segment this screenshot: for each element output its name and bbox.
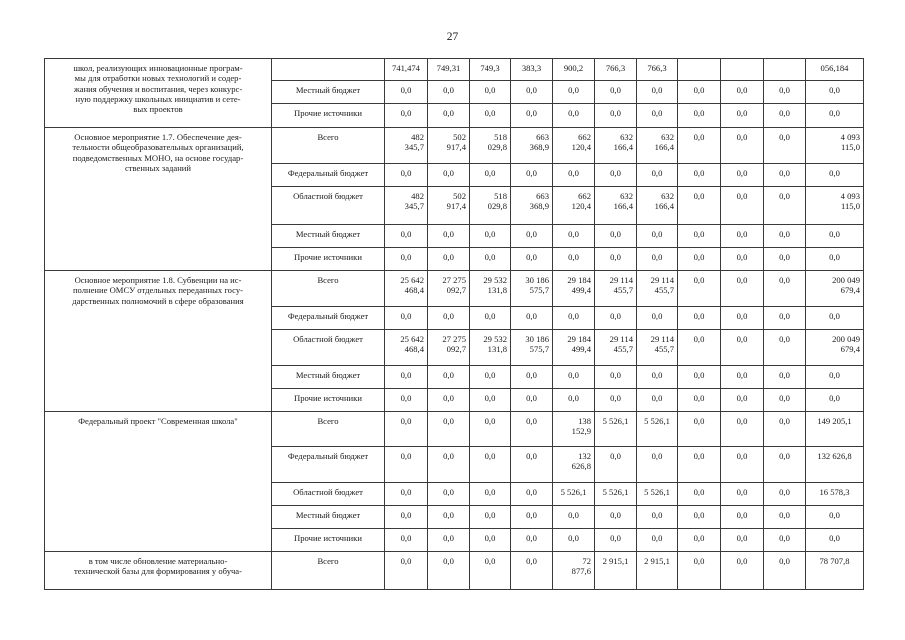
year-value-cell: 0,0 <box>385 81 428 104</box>
total-value-cell: 4 093 115,0 <box>806 128 864 164</box>
year-value-cell: 0,0 <box>553 529 595 552</box>
year-value-cell: 0,0 <box>470 307 511 330</box>
year-value-cell: 0,0 <box>721 412 764 447</box>
year-value-cell: 0,0 <box>553 225 595 248</box>
year-value-cell: 0,0 <box>428 506 470 529</box>
year-value-cell: 0,0 <box>470 412 511 447</box>
year-value-cell <box>764 59 806 81</box>
year-value-cell: 0,0 <box>637 307 678 330</box>
year-value-cell: 632 166,4 <box>595 128 637 164</box>
year-value-cell: 482 345,7 <box>385 187 428 225</box>
measure-description: в том числе обновление материально- технической базы для формирования у обуча- <box>45 552 272 590</box>
year-value-cell: 0,0 <box>428 552 470 590</box>
year-value-cell: 662 120,4 <box>553 187 595 225</box>
year-value-cell: 0,0 <box>721 529 764 552</box>
year-value-cell: 0,0 <box>721 366 764 389</box>
year-value-cell: 0,0 <box>553 248 595 271</box>
year-value-cell: 0,0 <box>764 164 806 187</box>
year-value-cell: 741,474 <box>385 59 428 81</box>
year-value-cell: 0,0 <box>595 81 637 104</box>
year-value-cell: 662 120,4 <box>553 128 595 164</box>
year-value-cell: 0,0 <box>511 529 553 552</box>
year-value-cell: 0,0 <box>595 447 637 483</box>
year-value-cell: 0,0 <box>678 412 721 447</box>
year-value-cell: 0,0 <box>553 366 595 389</box>
year-value-cell: 383,3 <box>511 59 553 81</box>
year-value-cell: 518 029,8 <box>470 128 511 164</box>
year-value-cell: 0,0 <box>385 104 428 128</box>
year-value-cell: 0,0 <box>721 506 764 529</box>
total-value-cell: 0,0 <box>806 366 864 389</box>
year-value-cell: 0,0 <box>385 164 428 187</box>
funding-source-cell: Областной бюджет <box>272 187 385 225</box>
year-value-cell: 0,0 <box>764 506 806 529</box>
year-value-cell: 900,2 <box>553 59 595 81</box>
year-value-cell: 0,0 <box>511 412 553 447</box>
year-value-cell: 0,0 <box>721 483 764 506</box>
year-value-cell: 0,0 <box>385 483 428 506</box>
year-value-cell: 0,0 <box>470 104 511 128</box>
year-value-cell: 0,0 <box>511 104 553 128</box>
year-value-cell: 0,0 <box>721 552 764 590</box>
year-value-cell: 0,0 <box>721 307 764 330</box>
year-value-cell: 0,0 <box>637 104 678 128</box>
year-value-cell: 5 526,1 <box>595 483 637 506</box>
year-value-cell: 0,0 <box>678 483 721 506</box>
funding-source-cell <box>272 59 385 81</box>
year-value-cell: 0,0 <box>428 389 470 412</box>
funding-source-cell: Прочие источники <box>272 529 385 552</box>
year-value-cell: 0,0 <box>511 552 553 590</box>
year-value-cell: 0,0 <box>678 271 721 307</box>
total-value-cell: 0,0 <box>806 506 864 529</box>
year-value-cell: 0,0 <box>721 447 764 483</box>
year-value-cell: 0,0 <box>470 389 511 412</box>
year-value-cell: 0,0 <box>721 248 764 271</box>
year-value-cell: 27 275 092,7 <box>428 271 470 307</box>
year-value-cell: 0,0 <box>764 389 806 412</box>
funding-source-cell: Областной бюджет <box>272 483 385 506</box>
year-value-cell: 766,3 <box>595 59 637 81</box>
year-value-cell: 0,0 <box>721 187 764 225</box>
year-value-cell: 0,0 <box>721 104 764 128</box>
funding-source-cell: Местный бюджет <box>272 81 385 104</box>
total-value-cell: 0,0 <box>806 389 864 412</box>
year-value-cell: 663 368,9 <box>511 187 553 225</box>
year-value-cell: 0,0 <box>595 389 637 412</box>
year-value-cell: 0,0 <box>428 483 470 506</box>
year-value-cell: 0,0 <box>511 164 553 187</box>
year-value-cell: 0,0 <box>553 307 595 330</box>
year-value-cell: 749,31 <box>428 59 470 81</box>
measure-description: Основное мероприятие 1.7. Обеспечение дея- тельности общеобразовательных организаций, подведомственных МОНО, на основе государ- ственных заданий <box>45 128 272 271</box>
year-value-cell: 0,0 <box>511 389 553 412</box>
year-value-cell: 0,0 <box>470 506 511 529</box>
year-value-cell: 0,0 <box>678 552 721 590</box>
funding-source-cell: Местный бюджет <box>272 366 385 389</box>
year-value-cell: 0,0 <box>637 366 678 389</box>
year-value-cell: 0,0 <box>595 529 637 552</box>
year-value-cell: 29 532 131,8 <box>470 330 511 366</box>
funding-source-cell: Всего <box>272 128 385 164</box>
total-value-cell: 0,0 <box>806 164 864 187</box>
year-value-cell: 30 186 575,7 <box>511 330 553 366</box>
year-value-cell: 29 532 131,8 <box>470 271 511 307</box>
year-value-cell: 0,0 <box>470 366 511 389</box>
year-value-cell: 0,0 <box>678 187 721 225</box>
funding-source-cell: Прочие источники <box>272 389 385 412</box>
year-value-cell: 29 114 455,7 <box>637 271 678 307</box>
year-value-cell: 0,0 <box>764 81 806 104</box>
year-value-cell: 0,0 <box>511 506 553 529</box>
year-value-cell <box>678 59 721 81</box>
year-value-cell: 0,0 <box>553 506 595 529</box>
year-value-cell: 0,0 <box>385 307 428 330</box>
measure-description: школ, реализующих инновационные програм- мы для отработки новых технологий и содер- жания обучения и воспитания, через конкурс- ную поддержку школьных инициатив и сете- вых проектов <box>45 59 272 128</box>
total-value-cell: 0,0 <box>806 529 864 552</box>
year-value-cell: 0,0 <box>511 81 553 104</box>
year-value-cell: 0,0 <box>511 366 553 389</box>
year-value-cell: 0,0 <box>637 529 678 552</box>
year-value-cell: 0,0 <box>764 225 806 248</box>
year-value-cell: 0,0 <box>721 128 764 164</box>
year-value-cell: 0,0 <box>678 104 721 128</box>
funding-source-cell: Федеральный бюджет <box>272 307 385 330</box>
year-value-cell: 0,0 <box>764 483 806 506</box>
year-value-cell: 0,0 <box>764 248 806 271</box>
year-value-cell: 0,0 <box>678 307 721 330</box>
year-value-cell: 0,0 <box>678 164 721 187</box>
year-value-cell: 0,0 <box>470 552 511 590</box>
year-value-cell: 5 526,1 <box>637 483 678 506</box>
funding-source-cell: Областной бюджет <box>272 330 385 366</box>
year-value-cell: 632 166,4 <box>595 187 637 225</box>
year-value-cell: 0,0 <box>511 225 553 248</box>
year-value-cell: 0,0 <box>678 366 721 389</box>
year-value-cell: 0,0 <box>764 104 806 128</box>
total-value-cell: 200 049 679,4 <box>806 330 864 366</box>
year-value-cell: 766,3 <box>637 59 678 81</box>
year-value-cell: 663 368,9 <box>511 128 553 164</box>
year-value-cell: 0,0 <box>428 307 470 330</box>
year-value-cell: 0,0 <box>428 248 470 271</box>
year-value-cell: 138 152,9 <box>553 412 595 447</box>
budget-table <box>44 58 864 590</box>
year-value-cell: 0,0 <box>595 307 637 330</box>
year-value-cell: 0,0 <box>470 248 511 271</box>
total-value-cell: 056,184 <box>806 59 864 81</box>
year-value-cell: 132 626,8 <box>553 447 595 483</box>
year-value-cell: 0,0 <box>764 447 806 483</box>
year-value-cell: 0,0 <box>721 81 764 104</box>
total-value-cell: 4 093 115,0 <box>806 187 864 225</box>
year-value-cell: 0,0 <box>385 529 428 552</box>
year-value-cell: 0,0 <box>553 164 595 187</box>
total-value-cell: 78 707,8 <box>806 552 864 590</box>
year-value-cell: 0,0 <box>595 506 637 529</box>
year-value-cell: 5 526,1 <box>553 483 595 506</box>
year-value-cell: 30 186 575,7 <box>511 271 553 307</box>
year-value-cell: 0,0 <box>637 389 678 412</box>
funding-source-cell: Прочие источники <box>272 104 385 128</box>
year-value-cell: 0,0 <box>637 81 678 104</box>
year-value-cell: 0,0 <box>553 389 595 412</box>
year-value-cell: 0,0 <box>721 330 764 366</box>
funding-source-cell: Местный бюджет <box>272 506 385 529</box>
year-value-cell: 29 114 455,7 <box>595 271 637 307</box>
year-value-cell: 0,0 <box>721 164 764 187</box>
year-value-cell: 518 029,8 <box>470 187 511 225</box>
funding-source-cell: Всего <box>272 552 385 590</box>
year-value-cell: 0,0 <box>470 447 511 483</box>
year-value-cell: 5 526,1 <box>595 412 637 447</box>
page-number: 27 <box>446 31 459 43</box>
year-value-cell: 0,0 <box>678 529 721 552</box>
year-value-cell: 0,0 <box>470 483 511 506</box>
year-value-cell: 0,0 <box>637 506 678 529</box>
year-value-cell: 25 642 468,4 <box>385 330 428 366</box>
year-value-cell: 0,0 <box>764 271 806 307</box>
year-value-cell: 0,0 <box>511 447 553 483</box>
year-value-cell: 0,0 <box>678 128 721 164</box>
year-value-cell: 0,0 <box>385 389 428 412</box>
year-value-cell: 0,0 <box>764 128 806 164</box>
year-value-cell: 0,0 <box>470 225 511 248</box>
year-value-cell: 0,0 <box>511 307 553 330</box>
year-value-cell: 0,0 <box>721 225 764 248</box>
year-value-cell: 0,0 <box>385 552 428 590</box>
year-value-cell: 29 114 455,7 <box>637 330 678 366</box>
table-row <box>45 59 864 81</box>
year-value-cell: 0,0 <box>511 483 553 506</box>
funding-source-cell: Местный бюджет <box>272 225 385 248</box>
year-value-cell: 0,0 <box>385 412 428 447</box>
year-value-cell: 0,0 <box>764 187 806 225</box>
year-value-cell: 749,3 <box>470 59 511 81</box>
year-value-cell: 0,0 <box>637 447 678 483</box>
total-value-cell: 0,0 <box>806 307 864 330</box>
year-value-cell: 0,0 <box>678 225 721 248</box>
total-value-cell: 132 626,8 <box>806 447 864 483</box>
total-value-cell: 16 578,3 <box>806 483 864 506</box>
funding-source-cell: Прочие источники <box>272 248 385 271</box>
year-value-cell: 0,0 <box>595 164 637 187</box>
year-value-cell: 0,0 <box>553 81 595 104</box>
year-value-cell: 0,0 <box>678 330 721 366</box>
year-value-cell: 0,0 <box>470 529 511 552</box>
year-value-cell: 29 184 499,4 <box>553 271 595 307</box>
year-value-cell: 72 877,6 <box>553 552 595 590</box>
total-value-cell: 0,0 <box>806 81 864 104</box>
year-value-cell: 0,0 <box>428 164 470 187</box>
year-value-cell: 2 915,1 <box>595 552 637 590</box>
year-value-cell: 0,0 <box>637 164 678 187</box>
year-value-cell: 0,0 <box>385 366 428 389</box>
table-row <box>45 412 864 447</box>
year-value-cell: 0,0 <box>428 366 470 389</box>
year-value-cell: 0,0 <box>595 366 637 389</box>
year-value-cell: 0,0 <box>637 225 678 248</box>
funding-source-cell: Всего <box>272 412 385 447</box>
table-row <box>45 271 864 307</box>
year-value-cell: 0,0 <box>764 366 806 389</box>
year-value-cell: 0,0 <box>764 307 806 330</box>
year-value-cell: 632 166,4 <box>637 187 678 225</box>
year-value-cell: 0,0 <box>385 248 428 271</box>
year-value-cell: 0,0 <box>595 225 637 248</box>
table-row <box>45 128 864 164</box>
year-value-cell: 0,0 <box>385 506 428 529</box>
total-value-cell: 200 049 679,4 <box>806 271 864 307</box>
year-value-cell: 0,0 <box>678 248 721 271</box>
year-value-cell: 0,0 <box>678 506 721 529</box>
year-value-cell: 0,0 <box>511 248 553 271</box>
total-value-cell: 0,0 <box>806 248 864 271</box>
year-value-cell: 0,0 <box>764 552 806 590</box>
table-row <box>45 552 864 590</box>
year-value-cell: 0,0 <box>553 104 595 128</box>
year-value-cell: 502 917,4 <box>428 128 470 164</box>
year-value-cell: 25 642 468,4 <box>385 271 428 307</box>
year-value-cell: 0,0 <box>678 389 721 412</box>
year-value-cell: 0,0 <box>764 412 806 447</box>
funding-source-cell: Всего <box>272 271 385 307</box>
total-value-cell: 149 205,1 <box>806 412 864 447</box>
year-value-cell: 482 345,7 <box>385 128 428 164</box>
year-value-cell: 0,0 <box>428 225 470 248</box>
year-value-cell: 0,0 <box>595 248 637 271</box>
year-value-cell: 0,0 <box>595 104 637 128</box>
funding-source-cell: Федеральный бюджет <box>272 447 385 483</box>
measure-description: Федеральный проект "Современная школа" <box>45 412 272 552</box>
year-value-cell: 29 184 499,4 <box>553 330 595 366</box>
year-value-cell: 2 915,1 <box>637 552 678 590</box>
year-value-cell: 5 526,1 <box>637 412 678 447</box>
year-value-cell: 632 166,4 <box>637 128 678 164</box>
year-value-cell: 0,0 <box>428 529 470 552</box>
measure-description: Основное мероприятие 1.8. Субвенции на ис- полнение ОМСУ отдельных переданных госу- дарственных полномочий в сфере образования <box>45 271 272 412</box>
year-value-cell: 0,0 <box>721 271 764 307</box>
year-value-cell: 0,0 <box>764 330 806 366</box>
year-value-cell: 27 275 092,7 <box>428 330 470 366</box>
year-value-cell: 0,0 <box>721 389 764 412</box>
year-value-cell: 0,0 <box>637 248 678 271</box>
year-value-cell: 0,0 <box>470 164 511 187</box>
year-value-cell: 29 114 455,7 <box>595 330 637 366</box>
year-value-cell: 0,0 <box>678 447 721 483</box>
year-value-cell <box>721 59 764 81</box>
year-value-cell: 0,0 <box>764 529 806 552</box>
year-value-cell: 0,0 <box>385 225 428 248</box>
year-value-cell: 0,0 <box>678 81 721 104</box>
funding-source-cell: Федеральный бюджет <box>272 164 385 187</box>
year-value-cell: 0,0 <box>470 81 511 104</box>
year-value-cell: 502 917,4 <box>428 187 470 225</box>
year-value-cell: 0,0 <box>428 104 470 128</box>
year-value-cell: 0,0 <box>428 81 470 104</box>
year-value-cell: 0,0 <box>428 447 470 483</box>
year-value-cell: 0,0 <box>428 412 470 447</box>
total-value-cell: 0,0 <box>806 225 864 248</box>
year-value-cell: 0,0 <box>385 447 428 483</box>
total-value-cell: 0,0 <box>806 104 864 128</box>
